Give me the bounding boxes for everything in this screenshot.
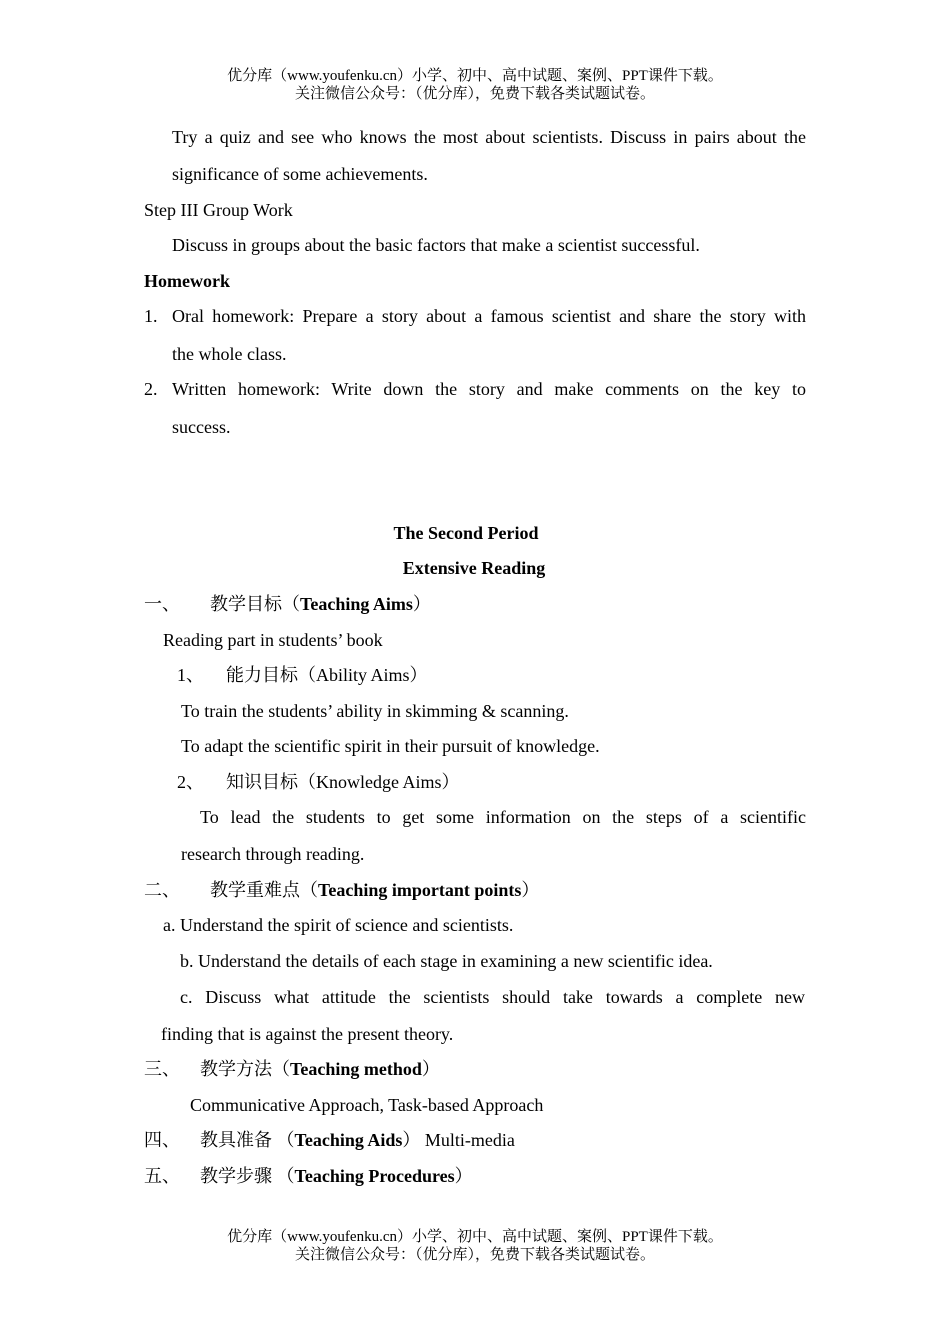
page-footer [0,1228,950,1264]
homework-item-1-line1: Oral homework: Prepare a story about a famous scientist and share the story with [172,306,806,326]
ability-aim-2: To adapt the scientific spirit in their pursuit of knowledge. [181,736,600,756]
section1-intro: Reading part in students’ book [163,630,383,650]
section4-en-label: Teaching Aids [294,1130,403,1150]
section1-close: ） [412,594,431,614]
section3-en-label: Teaching method [290,1059,422,1079]
homework-heading: Homework [144,271,230,291]
footer-line-1: 优分库（www.youfenku.cn）小学、初中、高中试题、案例、PPT课件下载。 [227,1229,723,1245]
section1-heading [144,593,431,615]
homework-item-2-number: 2. [144,379,158,399]
section4-heading [144,1129,515,1151]
step3-text: Discuss in groups about the basic factors that make a scientist successful. [172,235,700,255]
section2-zh-label: 教学重难点（ [210,880,318,900]
ability-aims-number: 1、 [177,665,204,685]
section5-zh-label: 教学步骤 （ [200,1166,295,1186]
period-subtitle: Extensive Reading [402,558,546,578]
header-line-2: 关注微信公众号：（优分库），免费下载各类试题试卷。 [294,86,655,102]
section5-en-label: Teaching Procedures [294,1166,455,1186]
section3-text: Communicative Approach, Task-based Approach [190,1095,544,1115]
knowledge-aim-line1: To lead the students to get some information on the steps of a scientific [200,807,806,827]
section5-close: ） [454,1166,473,1186]
homework-item-2-line2: success. [172,417,231,437]
section4-zh-label: 教具准备 （ [200,1130,295,1150]
section2-point-a: a. Understand the spirit of science and scientists. [163,915,514,935]
ability-aim-1: To train the students’ ability in skimming & scanning. [181,701,569,721]
section2-en-label: Teaching important points [318,880,522,900]
section4-number: 四、 [144,1130,180,1150]
step2-text-line2: significance of some achievements. [172,164,428,184]
homework-item-1-line2: the whole class. [172,344,287,364]
section2-point-c-line2: finding that is against the present theory. [161,1024,454,1044]
section5-number: 五、 [144,1166,180,1186]
knowledge-aims-heading [177,771,460,793]
step3-heading: Step III Group Work [144,200,293,220]
ability-aims-heading [177,664,428,686]
section5-heading [144,1165,473,1187]
section3-heading [144,1058,440,1080]
step2-text-line1: Try a quiz and see who knows the most about scientists. Discuss in pairs about the [172,127,806,147]
section2-heading [144,879,539,901]
footer-line-2: 关注微信公众号：（优分库），免费下载各类试题试卷。 [294,1247,655,1263]
section3-zh-label: 教学方法（ [200,1059,290,1079]
ability-aims-label: 能力目标（Ability Aims） [226,665,428,685]
section2-close: ） [521,880,540,900]
header-line-1: 优分库（www.youfenku.cn）小学、初中、高中试题、案例、PPT课件下载。 [227,68,723,84]
knowledge-aim-line2: research through reading. [181,844,365,864]
knowledge-aims-number: 2、 [177,772,204,792]
section4-close: ） [402,1130,421,1150]
section2-number: 二、 [144,880,180,900]
period-title: The Second Period [393,523,539,543]
knowledge-aims-label: 知识目标（Knowledge Aims） [226,772,460,792]
section1-en-label: Teaching Aims [300,594,413,614]
section3-close: ） [421,1059,440,1079]
section2-point-c-line1: c. Discuss what attitude the scientists should take towards a complete new [180,987,805,1007]
section2-point-b: b. Understand the details of each stage in examining a new scientific idea. [180,951,713,971]
section1-number: 一、 [144,594,180,614]
page-header [0,67,950,103]
homework-item-1-number: 1. [144,306,158,326]
homework-item-2-line1: Written homework: Write down the story and make comments on the key to [172,379,806,399]
section1-zh-label: 教学目标（ [210,594,300,614]
section3-number: 三、 [144,1059,180,1079]
section4-text: Multi-media [420,1130,515,1150]
